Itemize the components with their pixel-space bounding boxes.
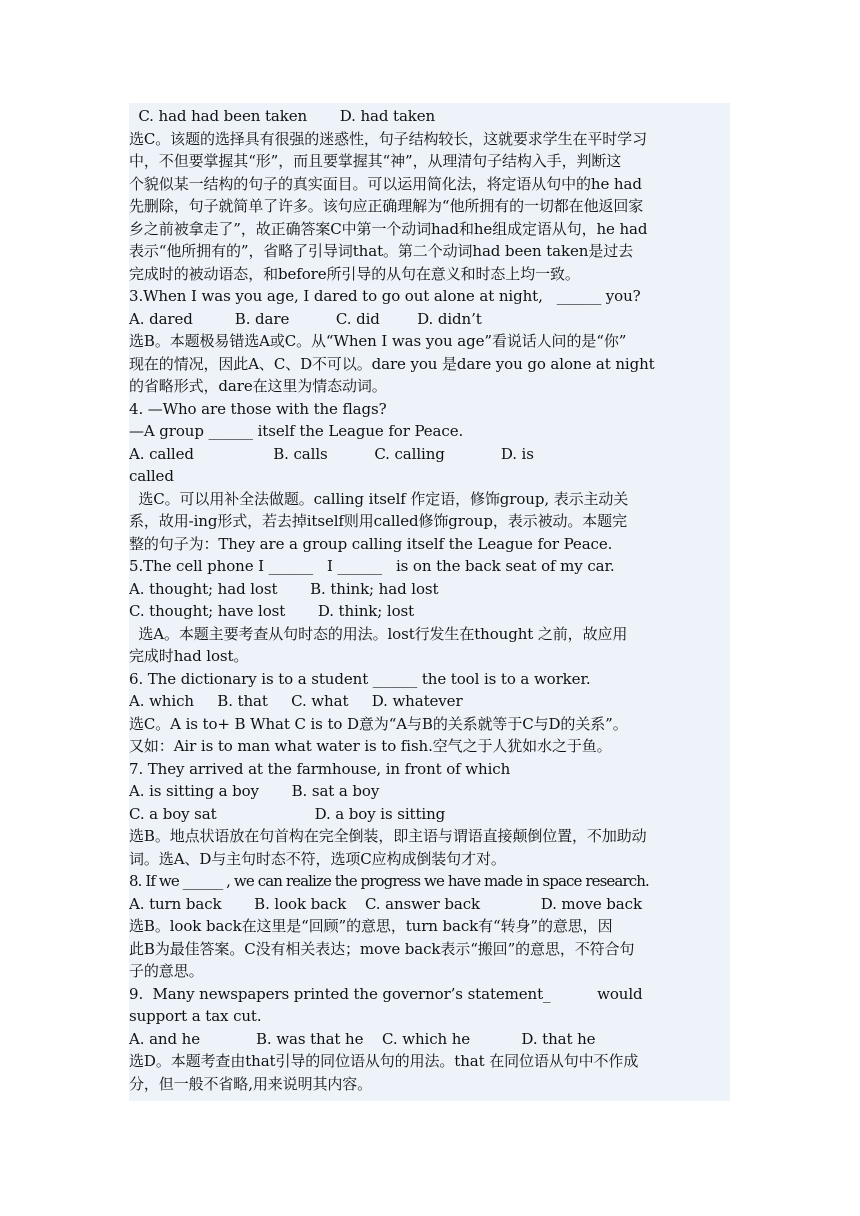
explanation-line: 个貌似某一结构的句子的真实面目。可以运用简化法，将定语从句中的he had: [129, 174, 642, 193]
explanation-line: 整的句子为：They are a group calling itself the League for Peace.: [129, 534, 613, 553]
explanation-line: 又如：Air is to man what water is to fish.空气之于人犹如水之于鱼。: [129, 737, 612, 755]
explanation-line: 选D。本题考查由that引导的同位语从句的用法。that 在同位语从句中不作成: [129, 1052, 639, 1070]
question-9: 9. Many newspapers printed the governor’s statement_ would: [129, 984, 643, 1003]
explanation-line: 选B。地点状语放在句首构在完全倒装，即主语与谓语直接颠倒位置，不加助动: [129, 827, 647, 845]
options-line: A. is sitting a boy B. sat a boy: [129, 782, 380, 800]
explanation-line: 选C。该题的选择具有很强的迷惑性，句子结构较长，这就要求学生在平时学习: [129, 129, 647, 148]
explanation-line: 词。选A、D与主句时态不符，选项C应构成倒装句才对。: [129, 849, 506, 868]
question-4-line: —A group ______ itself the League for Peace.: [129, 422, 464, 440]
explanation-line: 先删除，句子就简单了许多。该句应正确理解为“他所拥有的一切都在他返回家: [129, 197, 644, 215]
options-line: A. which B. that C. what D. whatever: [129, 692, 463, 710]
question-7: 7. They arrived at the farmhouse, in front of which: [129, 759, 511, 778]
explanation-line: 乡之前被拿走了”，故正确答案C中第一个动词had和he组成定语从句，he had: [129, 219, 648, 238]
options-line: A. thought; had lost B. think; had lost: [129, 579, 439, 598]
options-line: A. turn back B. look back C. answer back D. move back: [129, 894, 642, 913]
explanation-line: 的省略形式，dare在这里为情态动词。: [129, 377, 387, 395]
question-6: 6. The dictionary is to a student ______ the tool is to a worker.: [129, 669, 591, 688]
options-line: C. a boy sat D. a boy is sitting: [129, 804, 446, 823]
question-9-line: support a tax cut.: [129, 1007, 262, 1025]
options-line: A. dared B. dare C. did D. didn’t: [129, 309, 482, 328]
explanation-line: 中，不但要掌握其“形”，而且要掌握其“神”，从理清句子结构入手，判断这: [129, 152, 622, 170]
explanation-line: 系，故用-ing形式，若去掉itself则用called修饰group，表示被动。本题完: [129, 512, 627, 530]
explanation-line: 完成时的被动语态，和before所引导的从句在意义和时态上均一致。: [129, 264, 580, 283]
explanation-line: 表示“他所拥有的”，省略了引导词that。第二个动词had been taken是过去: [129, 242, 634, 260]
explanation-line: 选B。本题极易错选A或C。从“When I was you age”看说话人问的是“你”: [129, 332, 627, 350]
question-5: 5.The cell phone I ______ I ______ is on the back seat of my car.: [129, 557, 615, 575]
explanation-line: 选A。本题主要考查从句时态的用法。lost行发生在thought 之前，故应用: [129, 624, 628, 643]
explanation-line: 现在的情况，因此A、C、D不可以。dare you 是dare you go alone at night: [129, 354, 655, 373]
question-4: 4. —Who are those with the flags?: [129, 399, 387, 418]
options-line: A. called B. calls C. calling D. is: [129, 444, 534, 463]
explanation-line: 选C。A is to+ B What C is to D意为“A与B的关系就等于C与D的关系”。: [129, 714, 628, 733]
options-line: C. thought; have lost D. think; lost: [129, 602, 415, 620]
explanation-line: 完成时had lost。: [129, 647, 249, 665]
options-line: A. and he B. was that he C. which he D. that he: [129, 1029, 596, 1048]
explanation-line: 选C。可以用补全法做题。calling itself 作定语，修饰group, 表示主动关: [129, 489, 629, 508]
option-line: C. had had been taken D. had taken: [129, 107, 436, 125]
question-3: 3.When I was you age, I dared to go out alone at night, ______ you?: [129, 287, 641, 305]
explanation-line: 此B为最佳答案。C没有相关表达；move back表示“搬回”的意思，不符合句: [129, 939, 635, 958]
answer-explanation-block: [129, 103, 730, 1101]
options-line: called: [129, 467, 174, 485]
question-8: 8. If we ______ , we can realize the progress we have made in space research.: [129, 872, 649, 890]
explanation-line: 子的意思。: [129, 962, 204, 980]
explanation-line: 选B。look back在这里是“回顾”的意思，turn back有“转身”的意思，因: [129, 917, 613, 935]
explanation-line: 分，但一般不省略,用来说明其内容。: [129, 1074, 373, 1093]
